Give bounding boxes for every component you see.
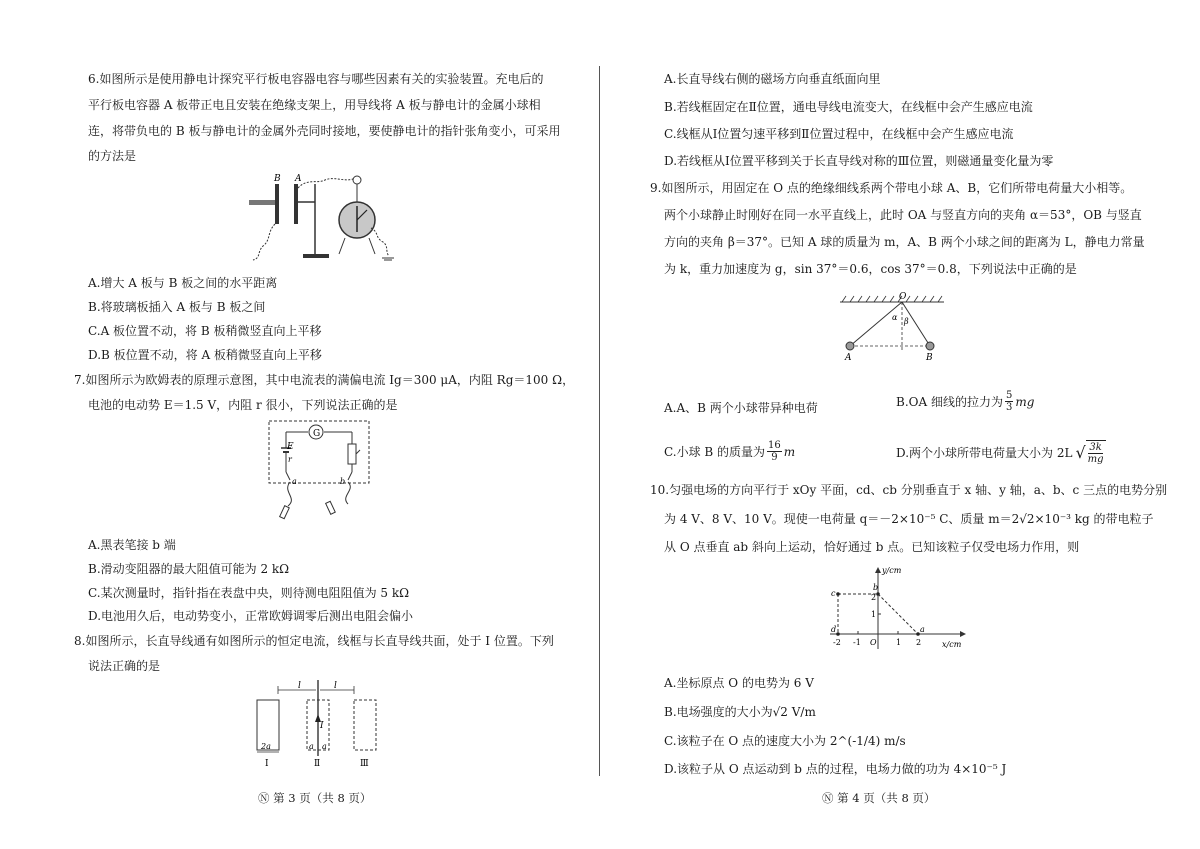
fraction-numerator: 16 [768, 440, 781, 451]
fraction-16-9 [767, 440, 782, 463]
q9-option-a: A.A、B 两个小球带异种电荷 [664, 401, 818, 415]
ground-wire [253, 224, 275, 260]
label-position-3: Ⅲ [360, 759, 369, 769]
q6-option-a: A.增大 A 板与 B 板之间的水平距离 [88, 276, 278, 290]
label-point-c: c [831, 589, 836, 598]
label-2a: 2a [261, 742, 271, 751]
q7-line-1: 7.如图所示为欧姆表的原理示意图，其中电流表的满偏电流 Ig＝300 μA，内阻 Rg＝100 Ω， [74, 373, 575, 387]
q10-option-c: C.该粒子在 O 点的速度大小为 2^(-1/4) m/s [664, 734, 906, 748]
probe-lead-b [346, 482, 351, 504]
label-ball-b: B [926, 353, 933, 363]
q9-line-3: 方向的夹角 β＝37°。已知 A 球的质量为 m，A、B 两个小球之间的距离为 L，静电力常量 [664, 235, 1145, 249]
q10-option-a: A.坐标原点 O 的电势为 6 V [664, 676, 814, 690]
q9-line-2: 两个小球静止时刚好在同一水平直线上，此时 OA 与竖直方向的夹角 α＝53°，OB 与竖直 [664, 208, 1142, 222]
q9-option-c [664, 440, 795, 463]
q9-line-1: 9.如图所示，用固定在 O 点的绝缘细线系两个带电小球 A、B，它们所带电荷量大小相等。 [650, 181, 1133, 195]
q8-wire-frame-figure [250, 678, 390, 770]
label-position-2: Ⅱ [314, 759, 321, 769]
q6-line-3: 连，将带负电的 B 板与静电计的金属外壳同时接地，要使静电计的指针张角变小，可采用 [88, 124, 561, 138]
q6-line-4: 的方法是 [88, 149, 137, 163]
label-b: b [340, 477, 346, 486]
q6-option-b: B.将玻璃板插入 A 板与 B 板之间 [88, 300, 266, 314]
fraction-denominator: mg [1087, 454, 1104, 465]
fraction-numerator: 3k [1089, 442, 1102, 453]
q6-line-2: 平行板电容器 A 板带正电且安装在绝缘支架上，用导线将 A 板与静电计的金属小球相 [88, 98, 541, 112]
label-a: a [292, 477, 297, 486]
q6-capacitor-figure [245, 170, 395, 262]
tick-x-neg1: -1 [853, 638, 861, 647]
tick-y-2: 2 [871, 593, 877, 602]
fraction-denominator: 3 [1005, 402, 1013, 413]
rheostat-icon [348, 444, 356, 464]
label-a-left: a [309, 742, 314, 751]
label-ball-a: A [845, 353, 852, 363]
line-ab [878, 594, 918, 634]
q8-option-c: C.线框从Ⅰ位置匀速平移到Ⅱ位置过程中，在线框中会产生感应电流 [664, 127, 1014, 141]
q9-option-b [896, 390, 1034, 413]
q9-option-d-text: D.两个小球所带电荷量大小为 2L [896, 446, 1073, 460]
q7-option-c: C.某次测量时，指针指在表盘中央，则待测电阻阻值为 5 kΩ [88, 586, 410, 600]
q10-line-3: 从 O 点垂直 ab 斜向上运动，恰好通过 b 点。已知该粒子仅受电场力作用，则 [664, 540, 1080, 554]
tick-x-neg2: -2 [833, 638, 841, 647]
q10-option-b: B.电场强度的大小为√2 V/m [664, 705, 816, 719]
label-l-2: l [334, 681, 337, 691]
ceiling-hatch [842, 296, 942, 302]
q7-line-2: 电池的电动势 E＝1.5 V，内阻 r 很小，下列说法正确的是 [88, 398, 398, 412]
q10-line-2: 为 4 V、8 V、10 V。现使一电荷量 q＝－2×10⁻⁵ C、质量 m＝2√2×10⁻³ kg 的带电粒子 [664, 512, 1154, 526]
page-divider [599, 66, 600, 776]
q9-option-b-unit: mg [1015, 394, 1035, 409]
label-point-d: d [831, 625, 837, 634]
electrometer-ball [353, 176, 361, 184]
label-point-b: b [873, 583, 879, 592]
label-o: O [899, 292, 907, 302]
fraction-5-3 [1005, 390, 1013, 413]
frame-position-3 [354, 700, 376, 750]
q6-option-c: C.A 板位置不动，将 B 板稍微竖直向上平移 [88, 324, 322, 338]
ball-a [846, 342, 854, 350]
b-plate-handle [249, 200, 275, 205]
q9-option-d [896, 440, 1106, 465]
connecting-wire [298, 179, 353, 188]
q9-pendulum-figure [836, 290, 946, 365]
b-plate [275, 184, 279, 224]
q6-line-1: 6.如图所示是使用静电计探究平行板电容器电容与哪些因素有关的实验装置。充电后的 [88, 72, 544, 86]
label-a: A [295, 174, 302, 184]
label-e: E [287, 442, 294, 452]
label-point-a: a [920, 625, 925, 634]
fraction-numerator: 5 [1005, 390, 1013, 401]
fraction-denominator: 9 [771, 452, 778, 463]
q6-option-d: D.B 板位置不动，将 A 板稍微竖直向上平移 [88, 348, 322, 362]
q8-option-a: A.长直导线右侧的磁场方向垂直纸面向里 [664, 72, 881, 86]
q10-coordinate-figure [826, 563, 970, 651]
label-l-1: l [298, 681, 301, 691]
q8-line-1: 8.如图所示，长直导线通有如图所示的恒定电流，线框与长直导线共面，处于 I 位置。下列 [74, 634, 554, 648]
q7-option-b: B.滑动变阻器的最大阻值可能为 2 kΩ [88, 562, 290, 576]
label-a-right: a [322, 742, 327, 751]
q7-option-a: A.黑表笔接 b 端 [88, 538, 176, 552]
probe-a-icon [280, 506, 290, 519]
q10-option-d: D.该粒子从 O 点运动到 b 点的过程，电场力做的功为 4×10⁻⁵ J [664, 762, 1007, 776]
thread-oa [850, 302, 902, 346]
label-alpha: α [892, 313, 898, 322]
label-g: G [313, 429, 321, 439]
q9-option-c-unit: m [783, 444, 796, 459]
ball-b [926, 342, 934, 350]
label-current: I [320, 721, 324, 731]
sqrt-icon: √ [1075, 443, 1086, 462]
page-footer-left: Ⓝ 第 3 页（共 8 页） [258, 791, 372, 805]
probe-lead-a [288, 482, 292, 506]
label-beta: β [904, 317, 909, 326]
label-y-axis: y/cm [882, 566, 902, 575]
q7-option-d: D.电池用久后，电动势变小，正常欧姆调零后测出电阻会偏小 [88, 609, 414, 623]
q8-line-2: 说法正确的是 [88, 659, 161, 673]
tick-x-2: 2 [916, 638, 922, 647]
label-b: B [274, 174, 281, 184]
q9-line-4: 为 k，重力加速度为 g，sin 37°＝0.6，cos 37°＝0.8，下列说法中正确的是 [664, 262, 1077, 276]
page-footer-right: Ⓝ 第 4 页（共 8 页） [822, 791, 936, 805]
q9-option-c-text: C.小球 B 的质量为 [664, 445, 766, 459]
tick-y-1: 1 [871, 610, 877, 619]
label-x-axis: x/cm [942, 640, 962, 649]
a-plate [294, 184, 298, 224]
label-origin: O [870, 638, 877, 647]
tick-x-1: 1 [896, 638, 902, 647]
label-position-1: Ⅰ [265, 759, 269, 769]
probe-b-icon [326, 501, 336, 514]
q8-option-b: B.若线框固定在Ⅱ位置，通电导线电流变大，在线框中会产生感应电流 [664, 100, 1033, 114]
fraction-3k-mg [1086, 440, 1106, 465]
q8-option-d: D.若线框从Ⅰ位置平移到关于长直导线对称的Ⅲ位置，则磁通量变化量为零 [664, 154, 1054, 168]
label-r: r [288, 455, 292, 464]
q10-line-1: 10.匀强电场的方向平行于 xOy 平面，cd、cb 分别垂直于 x 轴、y 轴，a、b、c 三点的电势分别 [650, 483, 1168, 497]
q9-option-b-text: B.OA 细线的拉力为 [896, 395, 1003, 409]
q7-ohmmeter-figure [268, 420, 370, 520]
